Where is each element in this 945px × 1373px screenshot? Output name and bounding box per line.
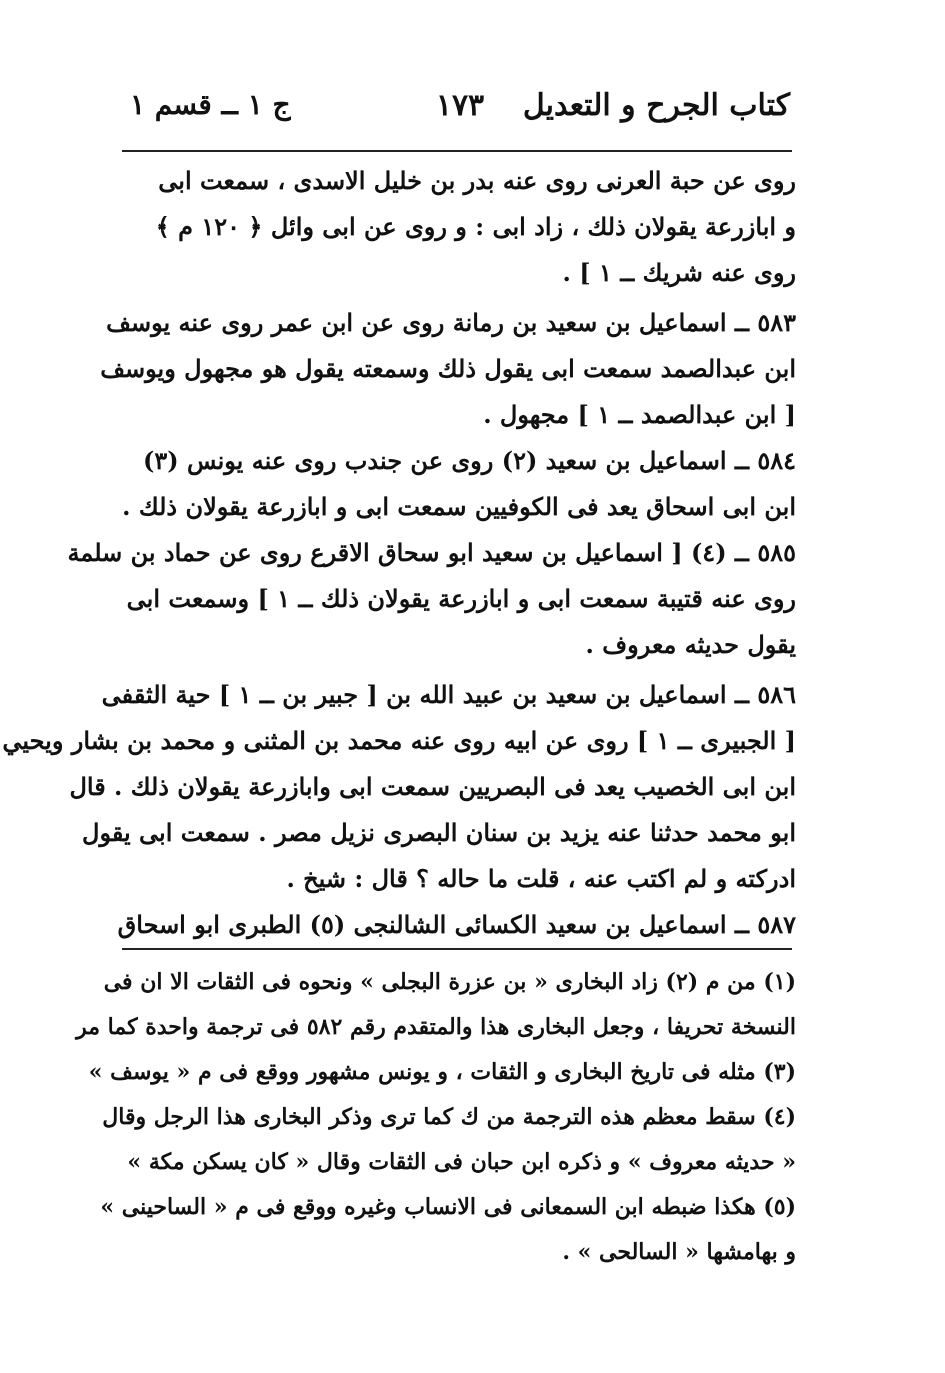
header-rule	[122, 150, 792, 152]
text-line: ابو محمد حدثنا عنه يزيد بن سنان البصرى نزيل مصر . سمعت ابى يقول	[82, 818, 796, 847]
text-line: ابن عبدالصمد سمعت ابى يقول ذلك وسمعته يقول هو مجهول ويوسف	[100, 354, 796, 383]
text-line: ابن ابى اسحاق يعد فى الكوفيين سمعت ابى و ابازرعة يقولان ذلك .	[122, 492, 796, 521]
footnote-line: (٣) مثله فى تاريخ البخارى و الثقات ، و يونس مشهور ووقع فى م « يوسف »	[88, 1059, 796, 1085]
text-line: [ الجبيرى ــ ١ ] روى عن ابيه روى عنه محمد بن المثنى و محمد بن بشار ويحيي	[2, 726, 796, 755]
volume-indicator: ج ١ ــ قسم ١	[130, 88, 291, 121]
text-line: روى عنه قتيبة سمعت ابى و ابازرعة يقولان ذلك ــ ١ ] وسمعت ابى	[126, 584, 796, 613]
text-line: [ ابن عبدالصمد ــ ١ ] مجهول .	[483, 400, 796, 429]
text-line: يقول حديثه معروف .	[585, 630, 796, 659]
book-title: كتاب الجرح و التعديل	[522, 88, 790, 123]
running-head	[130, 88, 790, 138]
entry-586-line: ٥٨٦ ــ اسماعيل بن سعيد بن عبيد الله بن [ جبير بن ــ ١ ] حية الثقفى	[101, 680, 796, 709]
entry-585-line: ٥٨٥ ــ (٤) [ اسماعيل بن سعيد ابو سحاق الاقرع روى عن حماد بن سلمة	[67, 538, 796, 567]
footnote-line: (١) من م (٢) زاد البخارى « بن عزرة البجلى » ونحوه فى الثقات الا ان فى	[103, 969, 796, 995]
footnote-line: النسخة تحريفا ، وجعل البخارى هذا والمتقدم رقم ٥٨٢ فى ترجمة واحدة كما مر	[76, 1014, 796, 1040]
page-number: ١٧٣	[435, 88, 485, 123]
footnotes	[76, 960, 796, 1275]
footnote-line: و بهامشها « السالحى » .	[562, 1239, 796, 1265]
entry-584-line: ٥٨٤ ــ اسماعيل بن سعيد (٢) روى عن جندب روى عنه يونس (٣)	[143, 446, 796, 475]
footnote-rule	[122, 948, 792, 950]
text-line: روى عنه شريك ــ ١ ] .	[562, 258, 796, 287]
entry-587-line: ٥٨٧ ــ اسماعيل بن سعيد الكسائى الشالنجى (٥) الطبرى ابو اسحاق	[117, 910, 796, 939]
footnote-line: « حديثه معروف » و ذكره ابن حبان فى الثقات وقال « كان يسكن مكة »	[127, 1149, 796, 1175]
footnote-line: (٤) سقط معظم هذه الترجمة من ك كما ترى وذكر البخارى هذا الرجل وقال	[102, 1104, 796, 1130]
text-line: و ابازرعة يقولان ذلك ، زاد ابى : و روى عن ابى وائل ﴿ ١٢٠ م ﴾	[155, 212, 796, 241]
text-line: روى عن حبة العرنى روى عنه بدر بن خليل الاسدى ، سمعت ابى	[158, 166, 796, 195]
text-line: ادركته و لم اكتب عنه ، قلت ما حاله ؟ قال : شيخ .	[286, 864, 796, 893]
entry-583-line: ٥٨٣ ــ اسماعيل بن سعيد بن رمانة روى عن ابن عمر روى عنه يوسف	[106, 308, 796, 337]
main-text	[2, 158, 796, 948]
footnote-line: (٥) هكذا ضبطه ابن السمعانى فى الانساب وغيره ووقع فى م « الساحينى »	[100, 1194, 796, 1220]
text-line: ابن ابى الخصيب يعد فى البصريين سمعت ابى وابازرعة يقولان ذلك . قال	[69, 772, 796, 801]
